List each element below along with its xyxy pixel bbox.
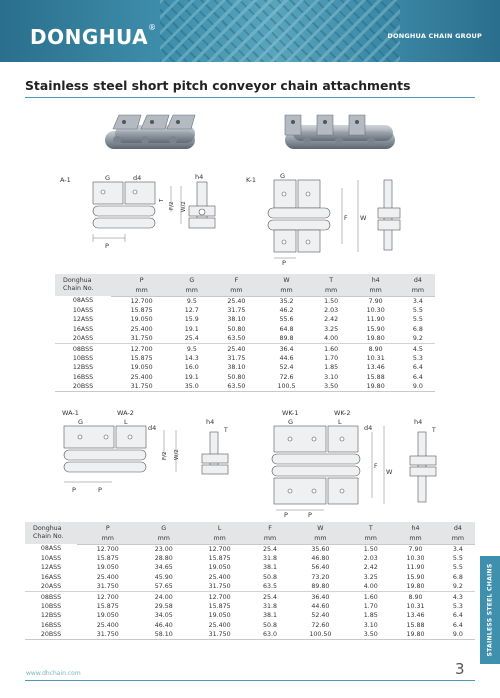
label-wk2: WK-2 <box>334 409 351 417</box>
table-cell: 15.875 <box>96 554 119 562</box>
col-unit: mm <box>351 534 390 544</box>
dim-d4: d4 <box>133 174 142 182</box>
table-cell: 13.46 <box>366 364 385 372</box>
table-cell: 35.0 <box>172 382 211 392</box>
dim-k-g: G <box>280 172 286 180</box>
col-header: G <box>172 274 211 286</box>
table-cell: 14.3 <box>184 354 199 362</box>
label-wa1: WA-1 <box>62 409 79 417</box>
table-cell: 38.10 <box>227 364 246 372</box>
table-cell: 15.90 <box>406 574 425 582</box>
col-header: W <box>290 522 352 534</box>
table-cell: 4.5 <box>401 344 435 354</box>
table-cell: 63.5 <box>263 583 278 591</box>
dim-p: P <box>105 242 109 250</box>
table-row <box>55 344 435 354</box>
table-cell: 3.25 <box>363 574 378 582</box>
col-unit: mm <box>172 286 211 296</box>
table-cell: 56.40 <box>311 564 330 572</box>
chain-no-cell: 20ASS <box>72 335 94 343</box>
table-cell: 7.90 <box>368 297 383 305</box>
chain-no-cell: 12BSS <box>40 612 62 620</box>
table-cell: 25.4 <box>263 545 278 553</box>
table-row <box>25 544 475 554</box>
table-cell: 63.0 <box>250 630 289 640</box>
table-cell: 9.0 <box>441 630 475 640</box>
label-k1: K-1 <box>246 176 257 184</box>
table-cell: 6.4 <box>452 612 463 620</box>
chain-no-cell: 10BSS <box>40 602 62 610</box>
table-cell: 12.700 <box>189 592 251 602</box>
footer-url[interactable]: www.dhchain.com <box>26 670 81 677</box>
label-wa2: WA-2 <box>117 409 134 417</box>
table-cell: 19.050 <box>96 612 119 620</box>
dim-wa-p2: P <box>98 486 102 494</box>
table-cell: 72.60 <box>311 622 330 630</box>
table-cell: 36.40 <box>290 592 352 602</box>
table-cell: 8.90 <box>351 344 401 354</box>
table-cell: 15.875 <box>96 602 119 610</box>
dim-k-p: P <box>282 259 286 267</box>
col-header: F <box>211 274 261 286</box>
table-row <box>55 354 435 364</box>
col-header: h4 <box>351 274 401 286</box>
table-cell: 46.80 <box>311 554 330 562</box>
table-cell: 89.80 <box>311 583 330 591</box>
table-cell: 19.050 <box>208 612 231 620</box>
table-cell: 7.90 <box>408 545 423 553</box>
col-unit: mm <box>77 534 139 544</box>
table-cell: 5.5 <box>412 306 423 314</box>
table-cell: 16.0 <box>184 364 199 372</box>
table-row <box>55 334 435 344</box>
table-cell: 31.75 <box>227 354 246 362</box>
table-cell: 31.8 <box>263 602 278 610</box>
table-cell: 31.75 <box>227 306 246 314</box>
col-header: d4 <box>401 274 435 286</box>
table-cell: 29.58 <box>154 602 173 610</box>
table-cell: 1.85 <box>324 364 339 372</box>
dim-f2: F/2 <box>169 201 175 210</box>
table-cell: 15.875 <box>130 306 153 314</box>
dim-wa-w2: W/2 <box>174 449 180 460</box>
col-unit: mm <box>111 286 172 296</box>
table-cell: 1.70 <box>324 354 339 362</box>
chain-no-cell: 20ASS <box>40 583 62 591</box>
table-cell: 15.90 <box>366 326 385 334</box>
table-cell: 25.400 <box>208 622 231 630</box>
table-cell: 12.700 <box>77 592 139 602</box>
table-cell: 8.90 <box>390 592 440 602</box>
table-row <box>25 573 475 583</box>
col-header: d4 <box>441 522 475 534</box>
dim-wk-t: T <box>432 427 436 434</box>
dim-wk-f: F <box>374 463 378 470</box>
chain-photos-top <box>95 105 415 165</box>
table-cell: 63.50 <box>227 335 246 343</box>
col-header: G <box>139 522 189 534</box>
dim-wa-g: G <box>78 418 84 426</box>
spec-table-2 <box>25 522 475 640</box>
dim-h4: h4 <box>195 173 204 181</box>
table-cell: 15.88 <box>366 374 385 382</box>
col-header: T <box>312 274 351 286</box>
table-cell: 10.30 <box>406 554 425 562</box>
table-cell: 3.50 <box>312 382 351 392</box>
table-cell: 2.03 <box>363 554 378 562</box>
table-cell: 3.10 <box>363 622 378 630</box>
table-row <box>55 306 435 316</box>
table-row <box>25 563 475 573</box>
table-row <box>55 325 435 335</box>
table-row <box>25 582 475 592</box>
table-cell: 52.4 <box>279 364 294 372</box>
table-cell: 25.400 <box>96 574 119 582</box>
a1-chain-photo <box>105 115 195 149</box>
col-unit: mm <box>139 534 189 544</box>
table-cell: 73.20 <box>311 574 330 582</box>
dim-wa-t: T <box>224 427 228 434</box>
col-header: F <box>250 522 289 534</box>
chain-no-cell: 10BSS <box>72 354 94 362</box>
table-cell: 19.050 <box>130 316 153 324</box>
dim-wa-p1: P <box>72 486 76 494</box>
table-cell: 31.8 <box>263 554 278 562</box>
table-cell: 15.875 <box>208 554 231 562</box>
label-a1: A-1 <box>60 176 71 184</box>
dim-wa-h4: h4 <box>206 418 215 426</box>
table-cell: 31.750 <box>111 382 172 392</box>
col-unit: mm <box>261 286 311 296</box>
table-cell: 72.6 <box>279 374 294 382</box>
dim-wa-l: L <box>124 418 128 426</box>
table-cell: 6.4 <box>412 364 423 372</box>
dim-wa-f2: F/2 <box>162 451 168 460</box>
table-row <box>25 630 475 640</box>
table-cell: 19.80 <box>406 583 425 591</box>
col-header: P <box>111 274 172 286</box>
table-cell: 3.4 <box>452 545 463 553</box>
table-row <box>25 602 475 612</box>
table-row <box>55 382 435 392</box>
table-cell: 19.050 <box>208 564 231 572</box>
col-header: P <box>77 522 139 534</box>
table-cell: 9.2 <box>452 583 463 591</box>
chain-no-cell: 10ASS <box>40 554 62 562</box>
table-cell: 25.40 <box>211 344 261 354</box>
title-divider <box>25 97 475 98</box>
table-cell: 5.3 <box>412 354 423 362</box>
table-row <box>25 592 475 602</box>
table-cell: 10.30 <box>366 306 385 314</box>
table-cell: 44.60 <box>311 602 330 610</box>
table-cell: 2.42 <box>324 316 339 324</box>
page-header <box>0 0 500 62</box>
table-cell: 100.50 <box>290 630 352 640</box>
table-cell: 31.750 <box>96 583 119 591</box>
drawing-k1 <box>262 172 412 267</box>
table-cell: 36.4 <box>261 344 311 354</box>
brand-logo: DONGHUA® <box>30 23 157 49</box>
chain-no-cell: 12ASS <box>40 564 62 572</box>
table-1-body <box>55 296 435 392</box>
table-cell: 25.4 <box>250 592 289 602</box>
table-cell: 46.2 <box>279 306 294 314</box>
table-cell: 3.10 <box>324 374 339 382</box>
col-unit: mm <box>189 534 251 544</box>
col-unit: mm <box>390 534 440 544</box>
page-number: 3 <box>455 660 465 678</box>
table-cell: 12.700 <box>96 545 119 553</box>
group-name: DONGHUA CHAIN GROUP <box>387 32 482 40</box>
table-cell: 25.40 <box>227 297 246 305</box>
dim-k-f: F <box>344 215 348 222</box>
table-cell: 4.00 <box>324 335 339 343</box>
dim-w2: W/2 <box>181 201 187 212</box>
table-cell: 31.750 <box>208 583 231 591</box>
table-cell: 5.5 <box>412 316 423 324</box>
table-cell: 50.80 <box>227 374 246 382</box>
table-row <box>55 363 435 373</box>
table-cell: 1.50 <box>324 297 339 305</box>
table-cell: 38.1 <box>263 612 278 620</box>
dim-t: T <box>159 198 165 202</box>
table-cell: 19.1 <box>184 374 199 382</box>
chain-no-cell: 16BSS <box>40 622 62 630</box>
chain-no-cell: 08ASS <box>40 545 62 553</box>
table-cell: 45.90 <box>154 574 173 582</box>
table-cell: 9.2 <box>412 335 423 343</box>
table-cell: 5.3 <box>452 602 463 610</box>
table-cell: 34.05 <box>154 612 173 620</box>
table-cell: 15.88 <box>406 622 425 630</box>
chain-no-cell: 08BSS <box>25 592 77 602</box>
table-cell: 58.10 <box>139 630 189 640</box>
table-cell: 1.50 <box>363 545 378 553</box>
table-cell: 4.00 <box>363 583 378 591</box>
table-cell: 35.60 <box>311 545 330 553</box>
table-cell: 3.4 <box>412 297 423 305</box>
dim-wa-d4: d4 <box>148 424 157 432</box>
table-cell: 50.8 <box>263 574 278 582</box>
chain-no-cell: 08ASS <box>72 297 94 305</box>
chain-no-cell: 20BSS <box>55 382 111 392</box>
table-cell: 19.050 <box>96 564 119 572</box>
table-cell: 25.400 <box>130 374 153 382</box>
col-unit: mm <box>290 534 352 544</box>
table-cell: 9.5 <box>172 344 211 354</box>
table-cell: 50.80 <box>227 326 246 334</box>
chain-no-cell: 16ASS <box>40 574 62 582</box>
dim-wk-p2: P <box>308 511 312 518</box>
table-cell: 89.8 <box>279 335 294 343</box>
chain-no-cell: 12BSS <box>72 364 94 372</box>
table-cell: 34.65 <box>154 564 173 572</box>
k1-chain-photo <box>285 115 395 149</box>
table-cell: 5.5 <box>452 564 463 572</box>
dim-g: G <box>105 174 111 182</box>
table-cell: 1.85 <box>363 612 378 620</box>
table-cell: 19.80 <box>390 630 440 640</box>
table-cell: 5.5 <box>452 554 463 562</box>
table-cell: 19.80 <box>366 335 385 343</box>
chain-no-cell: 20BSS <box>25 630 77 640</box>
table-cell: 31.750 <box>130 335 153 343</box>
table-cell: 9.5 <box>186 297 197 305</box>
table-cell: 3.25 <box>324 326 339 334</box>
table-cell: 10.31 <box>406 602 425 610</box>
table-row <box>55 315 435 325</box>
table-2-body <box>25 544 475 640</box>
table-cell: 35.2 <box>279 297 294 305</box>
side-tab-label: STAINLESS STEEL CHAINS <box>486 563 494 657</box>
table-cell: 38.10 <box>227 316 246 324</box>
table-cell: 10.31 <box>366 354 385 362</box>
table-cell: 9.0 <box>401 382 435 392</box>
table-cell: 12.700 <box>208 545 231 553</box>
chain-no-cell: 10ASS <box>72 306 94 314</box>
table-row <box>55 296 435 306</box>
dim-wk-p1: P <box>284 511 288 518</box>
table-cell: 100.5 <box>261 382 311 392</box>
label-wk1: WK-1 <box>282 409 299 417</box>
table-cell: 1.60 <box>312 344 351 354</box>
table-cell: 24.00 <box>139 592 189 602</box>
drawing-wa <box>60 418 240 498</box>
chain-no-cell: 12ASS <box>72 316 94 324</box>
table-cell: 19.80 <box>351 382 401 392</box>
col-header: W <box>261 274 311 286</box>
table-cell: 19.1 <box>184 326 199 334</box>
chain-no-cell: 16ASS <box>72 326 94 334</box>
dim-k-w: W <box>360 214 367 222</box>
col-unit: mm <box>250 534 289 544</box>
table-row <box>25 554 475 564</box>
table-cell: 13.46 <box>406 612 425 620</box>
col-unit: mm <box>312 286 351 296</box>
table-cell: 19.050 <box>130 364 153 372</box>
table-cell: 25.400 <box>208 574 231 582</box>
table-cell: 52.40 <box>311 612 330 620</box>
table-cell: 2.03 <box>324 306 339 314</box>
table-cell: 57.65 <box>154 583 173 591</box>
dim-wk-w: W <box>386 468 393 476</box>
table-cell: 6.4 <box>452 622 463 630</box>
table-cell: 15.875 <box>130 354 153 362</box>
table-cell: 28.80 <box>154 554 173 562</box>
col-chain-no: Donghua Chain No. <box>55 274 111 296</box>
header-chain-pattern <box>160 0 400 62</box>
col-unit: mm <box>351 286 401 296</box>
table-cell: 25.4 <box>184 335 199 343</box>
drawing-wk <box>268 418 448 518</box>
table-cell: 6.8 <box>452 574 463 582</box>
col-unit: mm <box>211 286 261 296</box>
table-cell: 2.42 <box>363 564 378 572</box>
table-row <box>25 611 475 621</box>
chain-no-cell: 16BSS <box>72 374 94 382</box>
dim-wk-d4: d4 <box>364 424 373 432</box>
table-cell: 1.60 <box>351 592 390 602</box>
table-cell: 44.6 <box>279 354 294 362</box>
table-cell: 38.1 <box>263 564 278 572</box>
table-cell: 4.3 <box>441 592 475 602</box>
table-cell: 6.8 <box>412 326 423 334</box>
table-cell: 12.700 <box>130 297 153 305</box>
table-cell: 55.6 <box>279 316 294 324</box>
dim-wk-l: L <box>338 418 342 426</box>
table-row <box>25 621 475 631</box>
table-cell: 11.90 <box>406 564 425 572</box>
table-cell: 63.50 <box>211 382 261 392</box>
col-header: h4 <box>390 522 440 534</box>
table-cell: 6.4 <box>412 374 423 382</box>
table-cell: 25.400 <box>130 326 153 334</box>
table-cell: 3.50 <box>351 630 390 640</box>
dim-wk-g: G <box>288 418 294 426</box>
drawing-a1 <box>85 172 225 262</box>
col-header: T <box>351 522 390 534</box>
col-unit: mm <box>401 286 435 296</box>
table-cell: 46.40 <box>154 622 173 630</box>
section-side-tab <box>480 556 500 664</box>
table-row <box>55 373 435 383</box>
chain-no-cell: 08BSS <box>55 344 111 354</box>
table-cell: 25.400 <box>96 622 119 630</box>
table-cell: 1.70 <box>363 602 378 610</box>
col-chain-no: Donghua Chain No. <box>25 522 77 544</box>
table-cell: 12.7 <box>184 306 199 314</box>
col-header: L <box>189 522 251 534</box>
spec-table-1 <box>55 274 435 392</box>
footer-divider <box>25 680 475 681</box>
table-cell: 15.9 <box>184 316 199 324</box>
table-cell: 50.8 <box>263 622 278 630</box>
table-cell: 31.750 <box>189 630 251 640</box>
table-cell: 31.750 <box>77 630 139 640</box>
table-cell: 12.700 <box>111 344 172 354</box>
table-cell: 23.00 <box>154 545 173 553</box>
table-cell: 64.8 <box>279 326 294 334</box>
dim-wk-h4: h4 <box>414 418 423 426</box>
table-cell: 11.90 <box>366 316 385 324</box>
page-title: Stainless steel short pitch conveyor chain attachments <box>25 78 411 93</box>
col-unit: mm <box>441 534 475 544</box>
table-cell: 15.875 <box>208 602 231 610</box>
